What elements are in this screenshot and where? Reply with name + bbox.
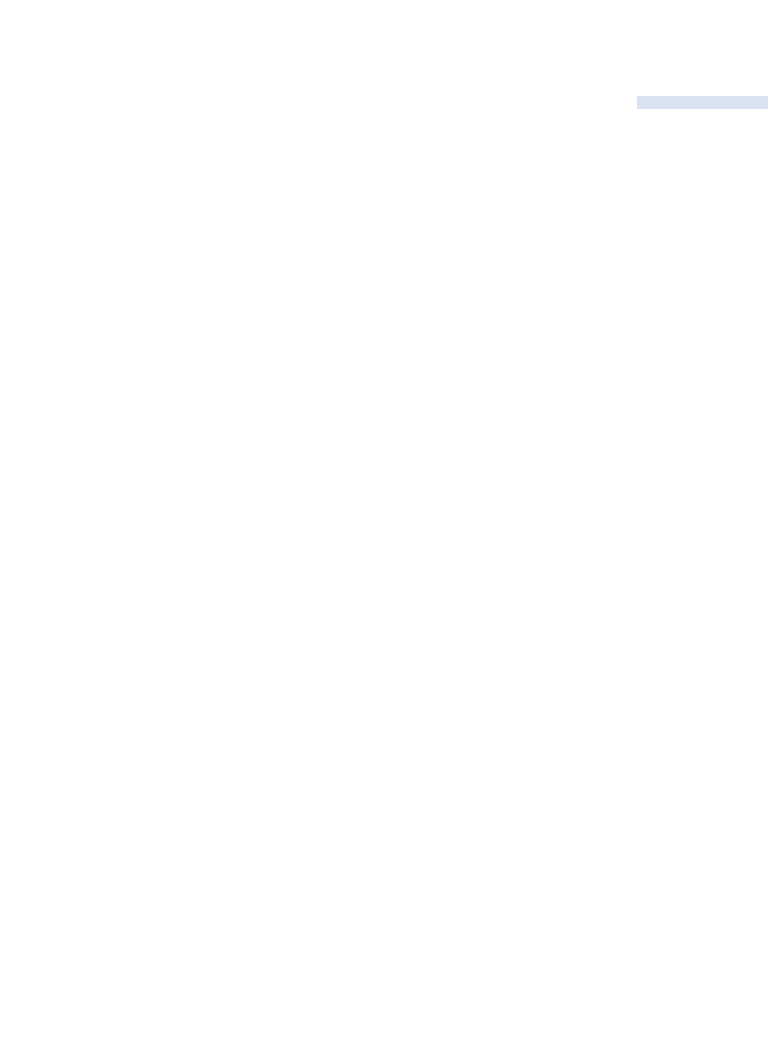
decorative-band — [637, 96, 768, 109]
budget-table-top — [196, 81, 637, 517]
budget-table-bottom — [196, 646, 637, 1046]
